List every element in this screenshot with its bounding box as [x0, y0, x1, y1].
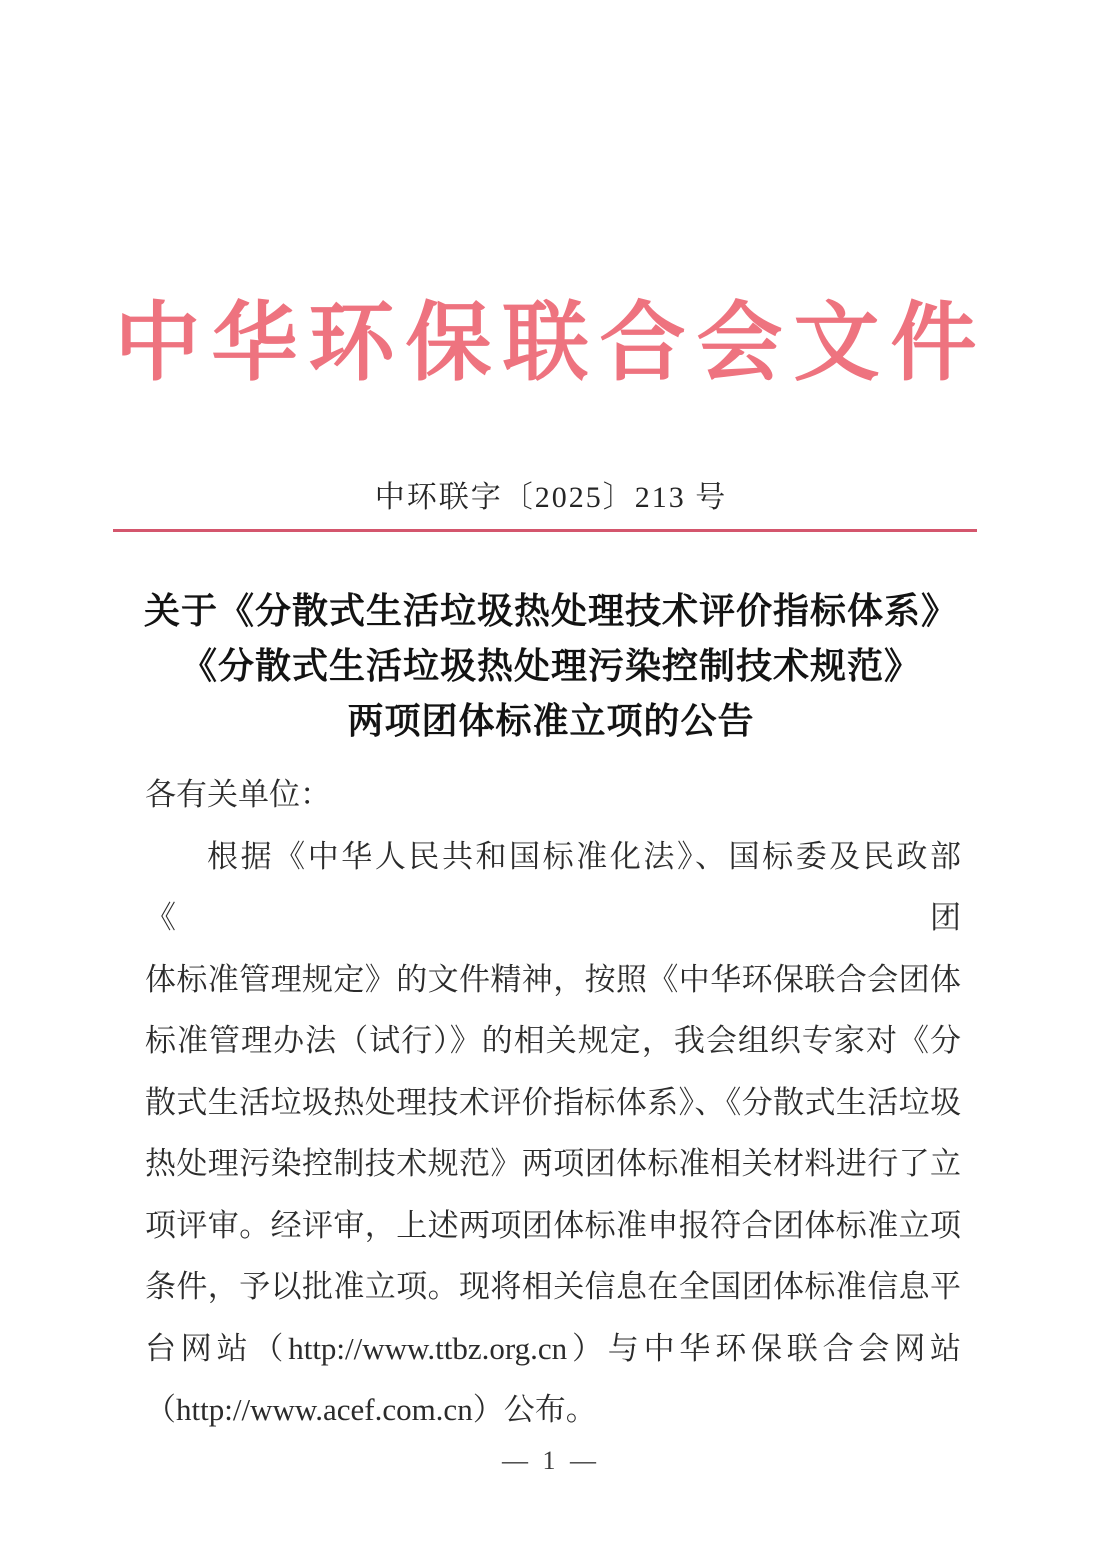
- org-header-title: 中华环保联合会文件: [114, 295, 988, 391]
- body-line: 根据《中华人民共和国标准化法》、国标委及民政部《团: [145, 838, 961, 935]
- body-line: 热处理污染控制技术规范》两项团体标准相关材料进行了立: [145, 1146, 961, 1181]
- red-divider-line: [113, 529, 977, 532]
- page-number: — 1 —: [502, 1446, 600, 1475]
- document-body: [145, 764, 961, 1441]
- document-title-line-2: 《分散式生活垃圾热处理污染控制技术规范》: [180, 646, 921, 686]
- document-number: 中环联字〔2025〕213 号: [374, 481, 728, 514]
- document-title: [0, 584, 1102, 749]
- body-line: 条件，予以批准立项。现将相关信息在全国团体标准信息平: [145, 1269, 961, 1304]
- body-line: 散式生活垃圾热处理技术评价指标体系》、《分散式生活垃圾: [145, 1084, 961, 1120]
- body-line: 项评审。经评审，上述两项团体标准申报符合团体标准立项: [145, 1207, 961, 1243]
- body-line: （http://www.acef.com.cn）公布。: [145, 1392, 597, 1427]
- document-title-line-1: 关于《分散式生活垃圾热处理技术评价指标体系》: [143, 591, 958, 631]
- body-line: 台网站（http://www.ttbz.org.cn）与中华环保联合会网站: [145, 1330, 961, 1366]
- salutation: 各有关单位：: [145, 777, 331, 812]
- document-title-line-3: 两项团体标准立项的公告: [347, 701, 755, 741]
- body-line: 体标准管理规定》的文件精神，按照《中华环保联合会团体: [145, 961, 961, 997]
- body-line: 标准管理办法（试行）》的相关规定，我会组织专家对《分: [145, 1023, 961, 1058]
